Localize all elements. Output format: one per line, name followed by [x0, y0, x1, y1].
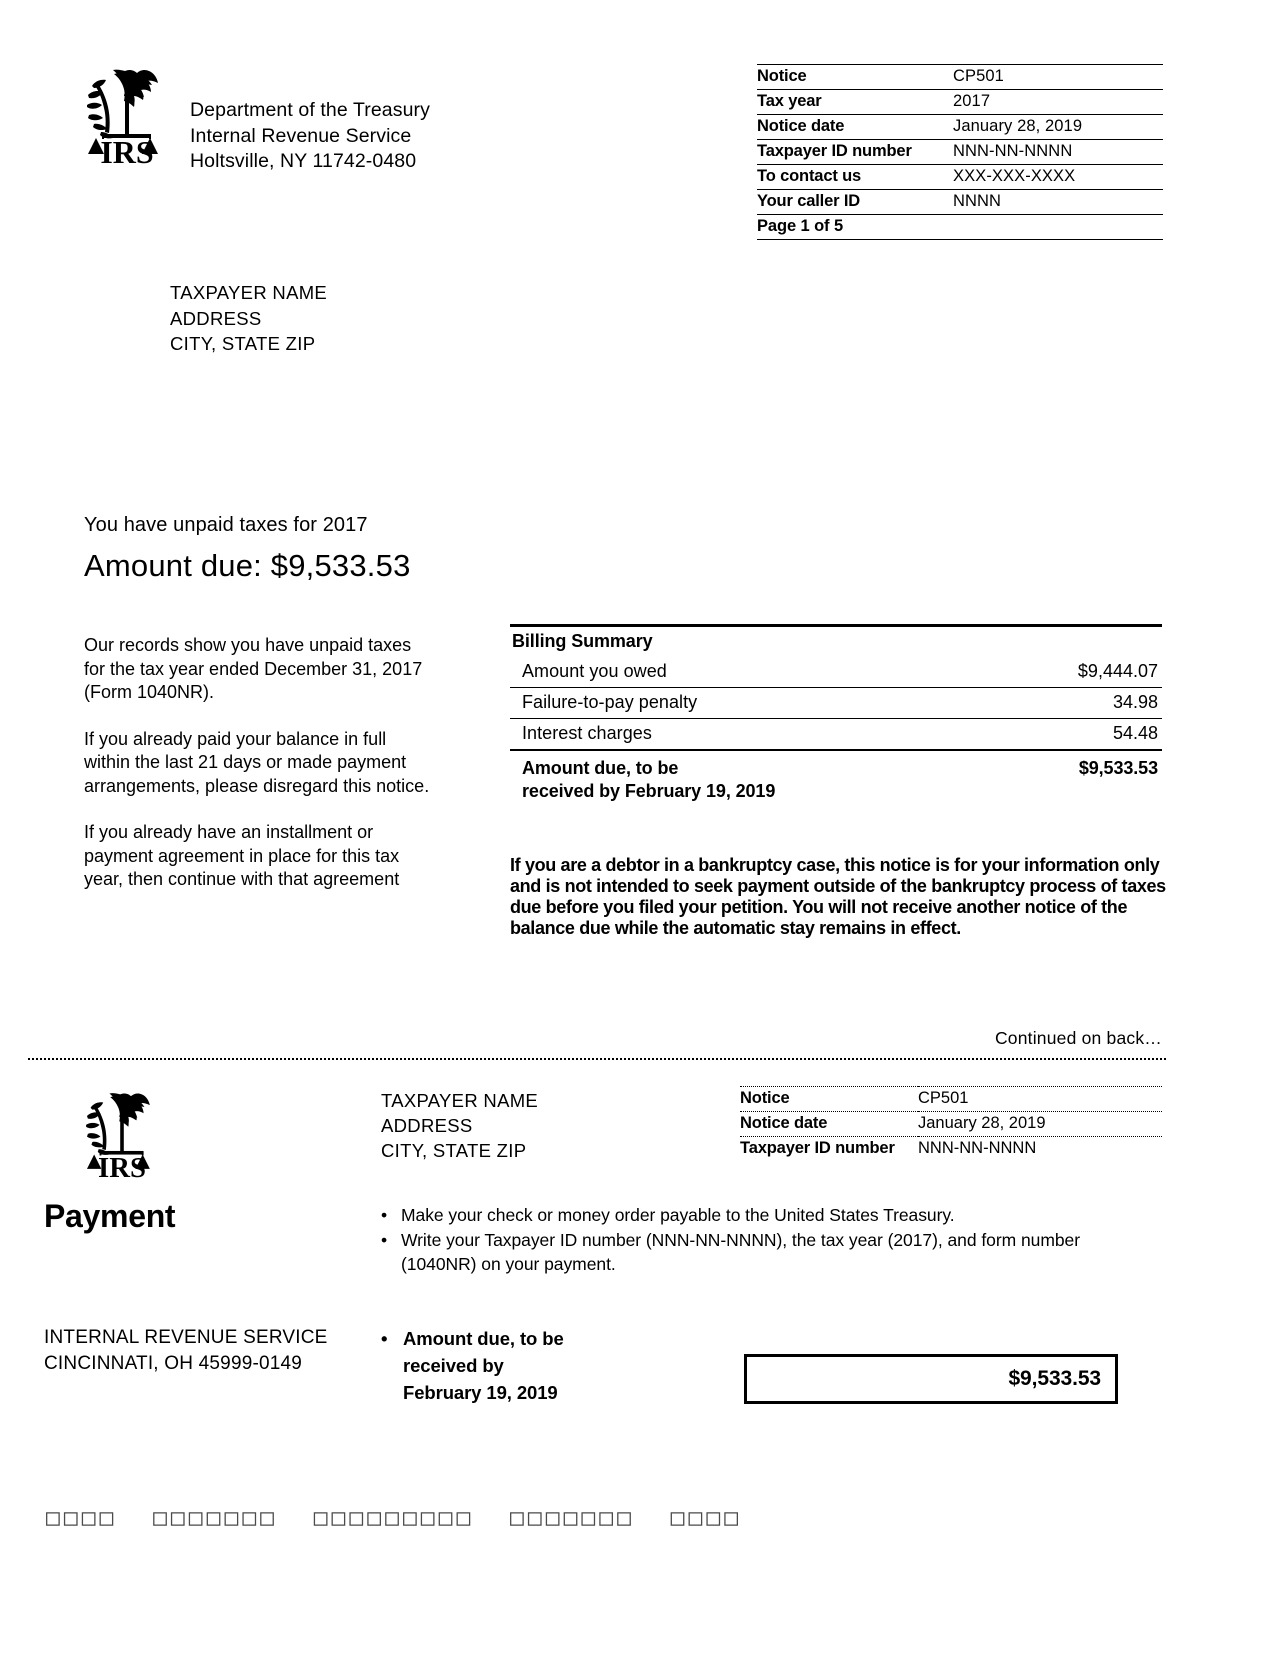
taxpayer-id-value: NNN-NN-NNNN — [953, 140, 1163, 165]
notice-info-row — [757, 65, 1163, 90]
contact-us-value: XXX-XXX-XXXX — [953, 165, 1163, 190]
stub-notice-value: CP501 — [918, 1087, 1162, 1112]
stub-due-bullet — [403, 1325, 671, 1406]
notice-date-label: Notice date — [757, 115, 953, 140]
headline-amount-due: Amount due: $9,533.53 — [84, 548, 411, 583]
stub-recipient-name: TAXPAYER NAME — [381, 1090, 539, 1111]
billing-label: Amount you owed — [510, 657, 1005, 688]
tax-year-label: Tax year — [757, 90, 953, 115]
notice-date-value: January 28, 2019 — [953, 115, 1163, 140]
billing-summary-title: Billing Summary — [510, 624, 1162, 657]
billing-label: Interest charges — [510, 719, 1005, 751]
billing-amount: $9,444.07 — [1005, 657, 1162, 688]
billing-amount: 34.98 — [1005, 688, 1162, 719]
taxpayer-id-label: Taxpayer ID number — [757, 140, 953, 165]
stub-info-row — [740, 1087, 1162, 1112]
notice-value: CP501 — [953, 65, 1163, 90]
headline-subtitle: You have unpaid taxes for 2017 — [84, 514, 368, 536]
stub-notice-label: Notice — [740, 1087, 918, 1112]
notice-info-table — [757, 64, 1163, 240]
notice-info-row — [757, 140, 1163, 165]
contact-us-label: To contact us — [757, 165, 953, 190]
notice-info-row — [757, 115, 1163, 140]
amount-due-box[interactable] — [744, 1354, 1118, 1404]
body-paragraph: Our records show you have unpaid taxes for the tax year ended December 31, 2017 (Form 1040NR). — [84, 635, 423, 702]
stub-notice-date-value: January 28, 2019 — [918, 1112, 1162, 1137]
tax-year-value: 2017 — [953, 90, 1163, 115]
body-paragraph: If you already paid your balance in full within the last 21 days or made payment arrangements, please disregard this notice. — [84, 728, 430, 796]
agency-address-block — [190, 98, 430, 175]
tear-off-divider — [28, 1058, 1166, 1060]
irs-eagle-logo — [78, 62, 176, 166]
notice-info-row — [757, 190, 1163, 215]
body-paragraph: If you already have an installment or payment agreement in place for this tax year, then continue with that agreement — [84, 822, 400, 889]
billing-total-row — [510, 750, 1162, 808]
notice-info-row — [757, 165, 1163, 190]
stub-due-line1: Amount due, to be — [403, 1328, 564, 1349]
caller-id-label: Your caller ID — [757, 190, 953, 215]
notice-label: Notice — [757, 65, 953, 90]
caller-id-value: NNNN — [953, 190, 1163, 215]
billing-label: Failure-to-pay penalty — [510, 688, 1005, 719]
stub-notice-info-table — [740, 1086, 1162, 1161]
ocr-scanline: □□□□ □□□□□□□ □□□□□□□□□ □□□□□□□ □□□□ — [46, 1505, 743, 1531]
stub-recipient-city-state-zip: CITY, STATE ZIP — [381, 1140, 527, 1161]
billing-row — [510, 657, 1162, 688]
stub-due-line2: received by — [403, 1355, 504, 1376]
recipient-city-state-zip: CITY, STATE ZIP — [170, 333, 316, 354]
bankruptcy-notice-text: If you are a debtor in a bankruptcy case, this notice is for your information only and is not intended to seek payment outside of the bankruptcy process of taxes due before you filed your petition. You will not receive another notice of the balance due while the automatic stay remains in effect. — [510, 855, 1166, 938]
notice-body-column — [84, 634, 434, 892]
stub-info-row — [740, 1137, 1162, 1162]
recipient-street: ADDRESS — [170, 307, 262, 329]
stub-amount-due-label — [381, 1325, 671, 1406]
billing-summary — [510, 624, 1162, 808]
notice-info-row — [757, 215, 1163, 240]
amount-due-box-value: $9,533.53 — [1008, 1367, 1101, 1390]
remittance-city-line: CINCINNATI, OH 45999-0149 — [44, 1352, 303, 1374]
recipient-address-block — [170, 280, 327, 357]
billing-total-label-line2: received by February 19, 2019 — [522, 781, 776, 801]
billing-amount: 54.48 — [1005, 719, 1162, 751]
payment-instructions-list — [381, 1203, 1121, 1277]
svg-text:IRS: IRS — [100, 134, 154, 166]
stub-taxpayer-id-label: Taxpayer ID number — [740, 1139, 895, 1157]
service-line: Internal Revenue Service — [190, 124, 412, 147]
stub-recipient-address-block — [381, 1088, 538, 1163]
remittance-agency-line: INTERNAL REVENUE SERVICE — [44, 1327, 328, 1348]
payment-stub-title: Payment — [44, 1198, 176, 1234]
billing-row — [510, 688, 1162, 719]
masthead — [78, 62, 498, 175]
stub-info-row — [740, 1112, 1162, 1137]
remittance-address-block — [44, 1325, 328, 1376]
notice-info-row — [757, 90, 1163, 115]
billing-row — [510, 719, 1162, 751]
department-line: Department of the Treasury — [190, 99, 430, 121]
continued-on-back-label: Continued on back… — [994, 1028, 1162, 1048]
stub-taxpayer-id-value: NNN-NN-NNNN — [918, 1139, 1037, 1157]
billing-total-label — [510, 750, 1005, 808]
irs-eagle-logo-stub — [78, 1086, 166, 1180]
svg-text:IRS: IRS — [98, 1152, 146, 1180]
payment-instruction-item: • Make your check or money order payable to the United States Treasury. — [401, 1203, 1121, 1227]
recipient-name: TAXPAYER NAME — [170, 282, 328, 303]
page-number: Page 1 of 5 — [757, 215, 1163, 240]
stub-recipient-street: ADDRESS — [381, 1115, 473, 1136]
payment-instruction-item: • Write your Taxpayer ID number (NNN-NN-NNNN), the tax year (2017), and form number (1040NR) on your payment. — [401, 1228, 1121, 1276]
billing-total-label-line1: Amount due, to be — [522, 758, 679, 778]
stub-notice-date-label: Notice date — [740, 1112, 918, 1137]
billing-total-amount: $9,533.53 — [1005, 750, 1162, 808]
stub-due-line3: February 19, 2019 — [403, 1382, 558, 1403]
office-address-line: Holtsville, NY 11742-0480 — [190, 150, 417, 172]
